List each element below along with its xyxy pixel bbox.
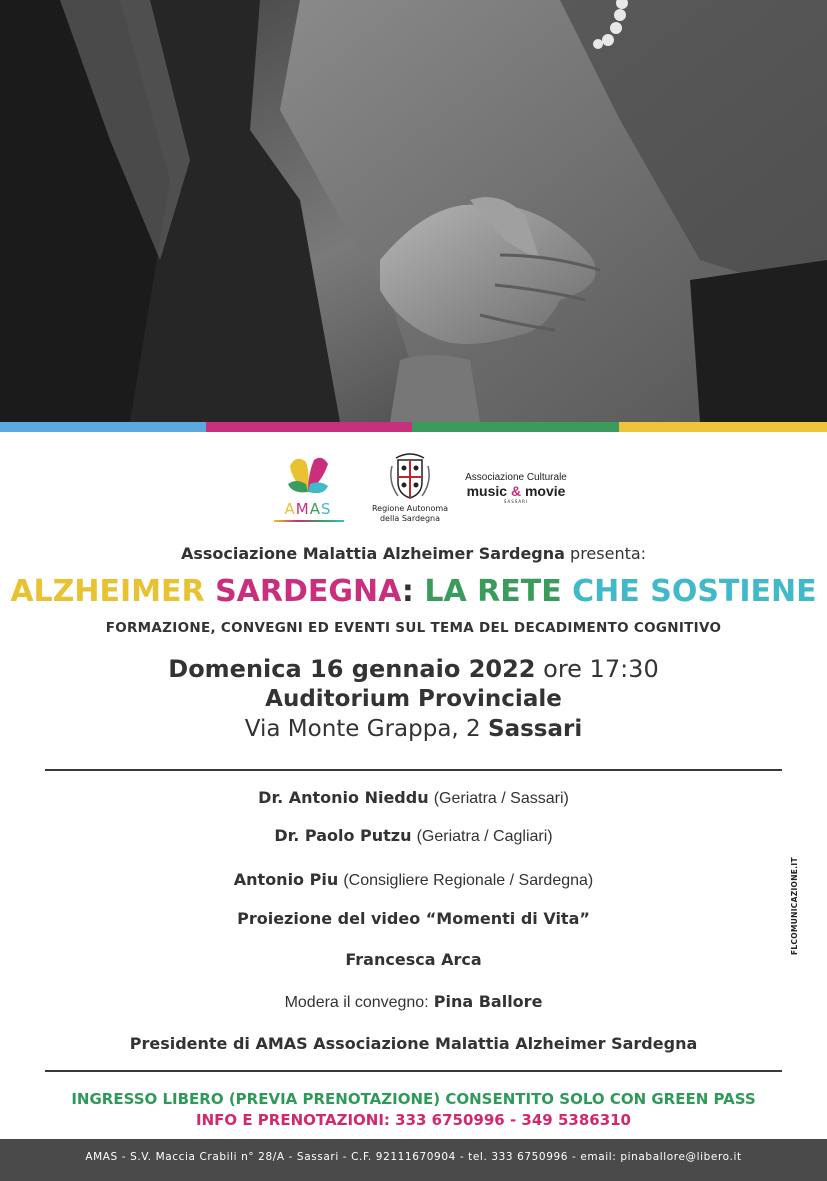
moderator-name: Pina Ballore xyxy=(433,992,543,1011)
header-photo xyxy=(0,0,827,422)
amas-logo-underline xyxy=(274,520,344,522)
divider-top xyxy=(45,769,782,771)
president-text: Presidente di AMAS Associazione Malattia Alzheimer Sardegna xyxy=(129,1034,698,1053)
title-word-alzheimer: ALZHEIMER xyxy=(10,574,205,609)
video-projection xyxy=(0,909,827,928)
region-logo-text xyxy=(368,504,452,524)
ampersand: & xyxy=(510,483,522,499)
sardinia-coat-of-arms-icon xyxy=(368,452,452,502)
speaker-name: Dr. Antonio Nieddu xyxy=(258,788,429,807)
event-venue: Auditorium Provinciale xyxy=(265,686,562,712)
title-word-che-sostiene: CHE SOSTIENE xyxy=(572,574,817,609)
speaker-4 xyxy=(0,950,827,969)
music-logo-line1: Associazione Culturale xyxy=(465,472,567,483)
music-word: music xyxy=(466,483,508,499)
region-line2: della Sardegna xyxy=(379,514,441,523)
side-credit xyxy=(790,857,800,965)
speaker-3 xyxy=(0,870,827,890)
title-word-sardegna: SARDEGNA xyxy=(215,574,402,609)
amas-logo xyxy=(272,452,344,526)
event-street: Via Monte Grappa, 2 xyxy=(244,716,481,742)
event-time: ore 17:30 xyxy=(543,655,659,683)
speaker-name: Dr. Paolo Putzu xyxy=(274,826,412,845)
title-word-la-rete: LA RETE xyxy=(424,574,562,609)
color-bar-magenta xyxy=(206,422,412,432)
event-date: Domenica 16 gennaio 2022 xyxy=(168,655,536,683)
event-title xyxy=(0,574,827,609)
moderator-line xyxy=(0,992,827,1012)
speaker-name: Antonio Piu xyxy=(233,870,339,889)
presenter-suffix: presenta: xyxy=(570,544,647,563)
speaker-role: (Geriatra / Cagliari) xyxy=(416,828,553,845)
event-subtitle: FORMAZIONE, CONVEGNI ED EVENTI SUL TEMA DEL DECADIMENTO COGNITIVO xyxy=(105,620,722,636)
speaker-name: Francesca Arca xyxy=(345,950,482,969)
region-line1: Regione Autonoma xyxy=(371,504,449,513)
footer-text: AMAS - S.V. Maccia Crabili n° 28/A - Sassari - C.F. 92111670904 - tel. 333 6750996 - email: pinaballore@libero.it xyxy=(85,1151,742,1163)
music-logo-line2 xyxy=(462,483,570,499)
movie-word: movie xyxy=(524,483,566,499)
sponsor-logos xyxy=(0,450,827,530)
speaker-role: (Consigliere Regionale / Sardegna) xyxy=(343,872,594,889)
music-logo-line3: SASSARI xyxy=(503,499,529,504)
speaker-2 xyxy=(0,826,827,846)
butterfly-logo-icon xyxy=(272,452,344,500)
music-movie-logo xyxy=(462,472,570,504)
moderator-label: Modera il convegno: xyxy=(284,994,429,1011)
event-city: Sassari xyxy=(488,716,583,742)
region-logo xyxy=(368,452,452,526)
speaker-1 xyxy=(0,788,827,808)
amas-logo-text: AMAS xyxy=(284,500,332,518)
speaker-role: (Geriatra / Sassari) xyxy=(433,790,569,807)
presenter-line xyxy=(0,544,827,563)
president-line xyxy=(0,1034,827,1053)
color-bar-yellow xyxy=(619,422,827,432)
color-bar-blue xyxy=(0,422,206,432)
divider-bottom xyxy=(45,1070,782,1072)
entry-notice: INGRESSO LIBERO (PREVIA PRENOTAZIONE) CONSENTITO SOLO CON GREEN PASS xyxy=(71,1090,756,1108)
booking-info: INFO E PRENOTAZIONI: 333 6750996 - 349 5386310 xyxy=(195,1111,631,1129)
presenter-name: Associazione Malattia Alzheimer Sardegna xyxy=(180,544,565,563)
footer-bar xyxy=(0,1139,827,1181)
side-credit-text: FLCOMUNICAZIONE.IT xyxy=(790,857,799,955)
holding-hands-image xyxy=(0,0,827,422)
event-date-line xyxy=(0,655,827,683)
color-bar-green xyxy=(412,422,619,432)
program-item-name: Proiezione del video “Momenti di Vita” xyxy=(237,909,590,928)
event-address xyxy=(0,716,827,742)
title-colon: : xyxy=(401,574,414,609)
